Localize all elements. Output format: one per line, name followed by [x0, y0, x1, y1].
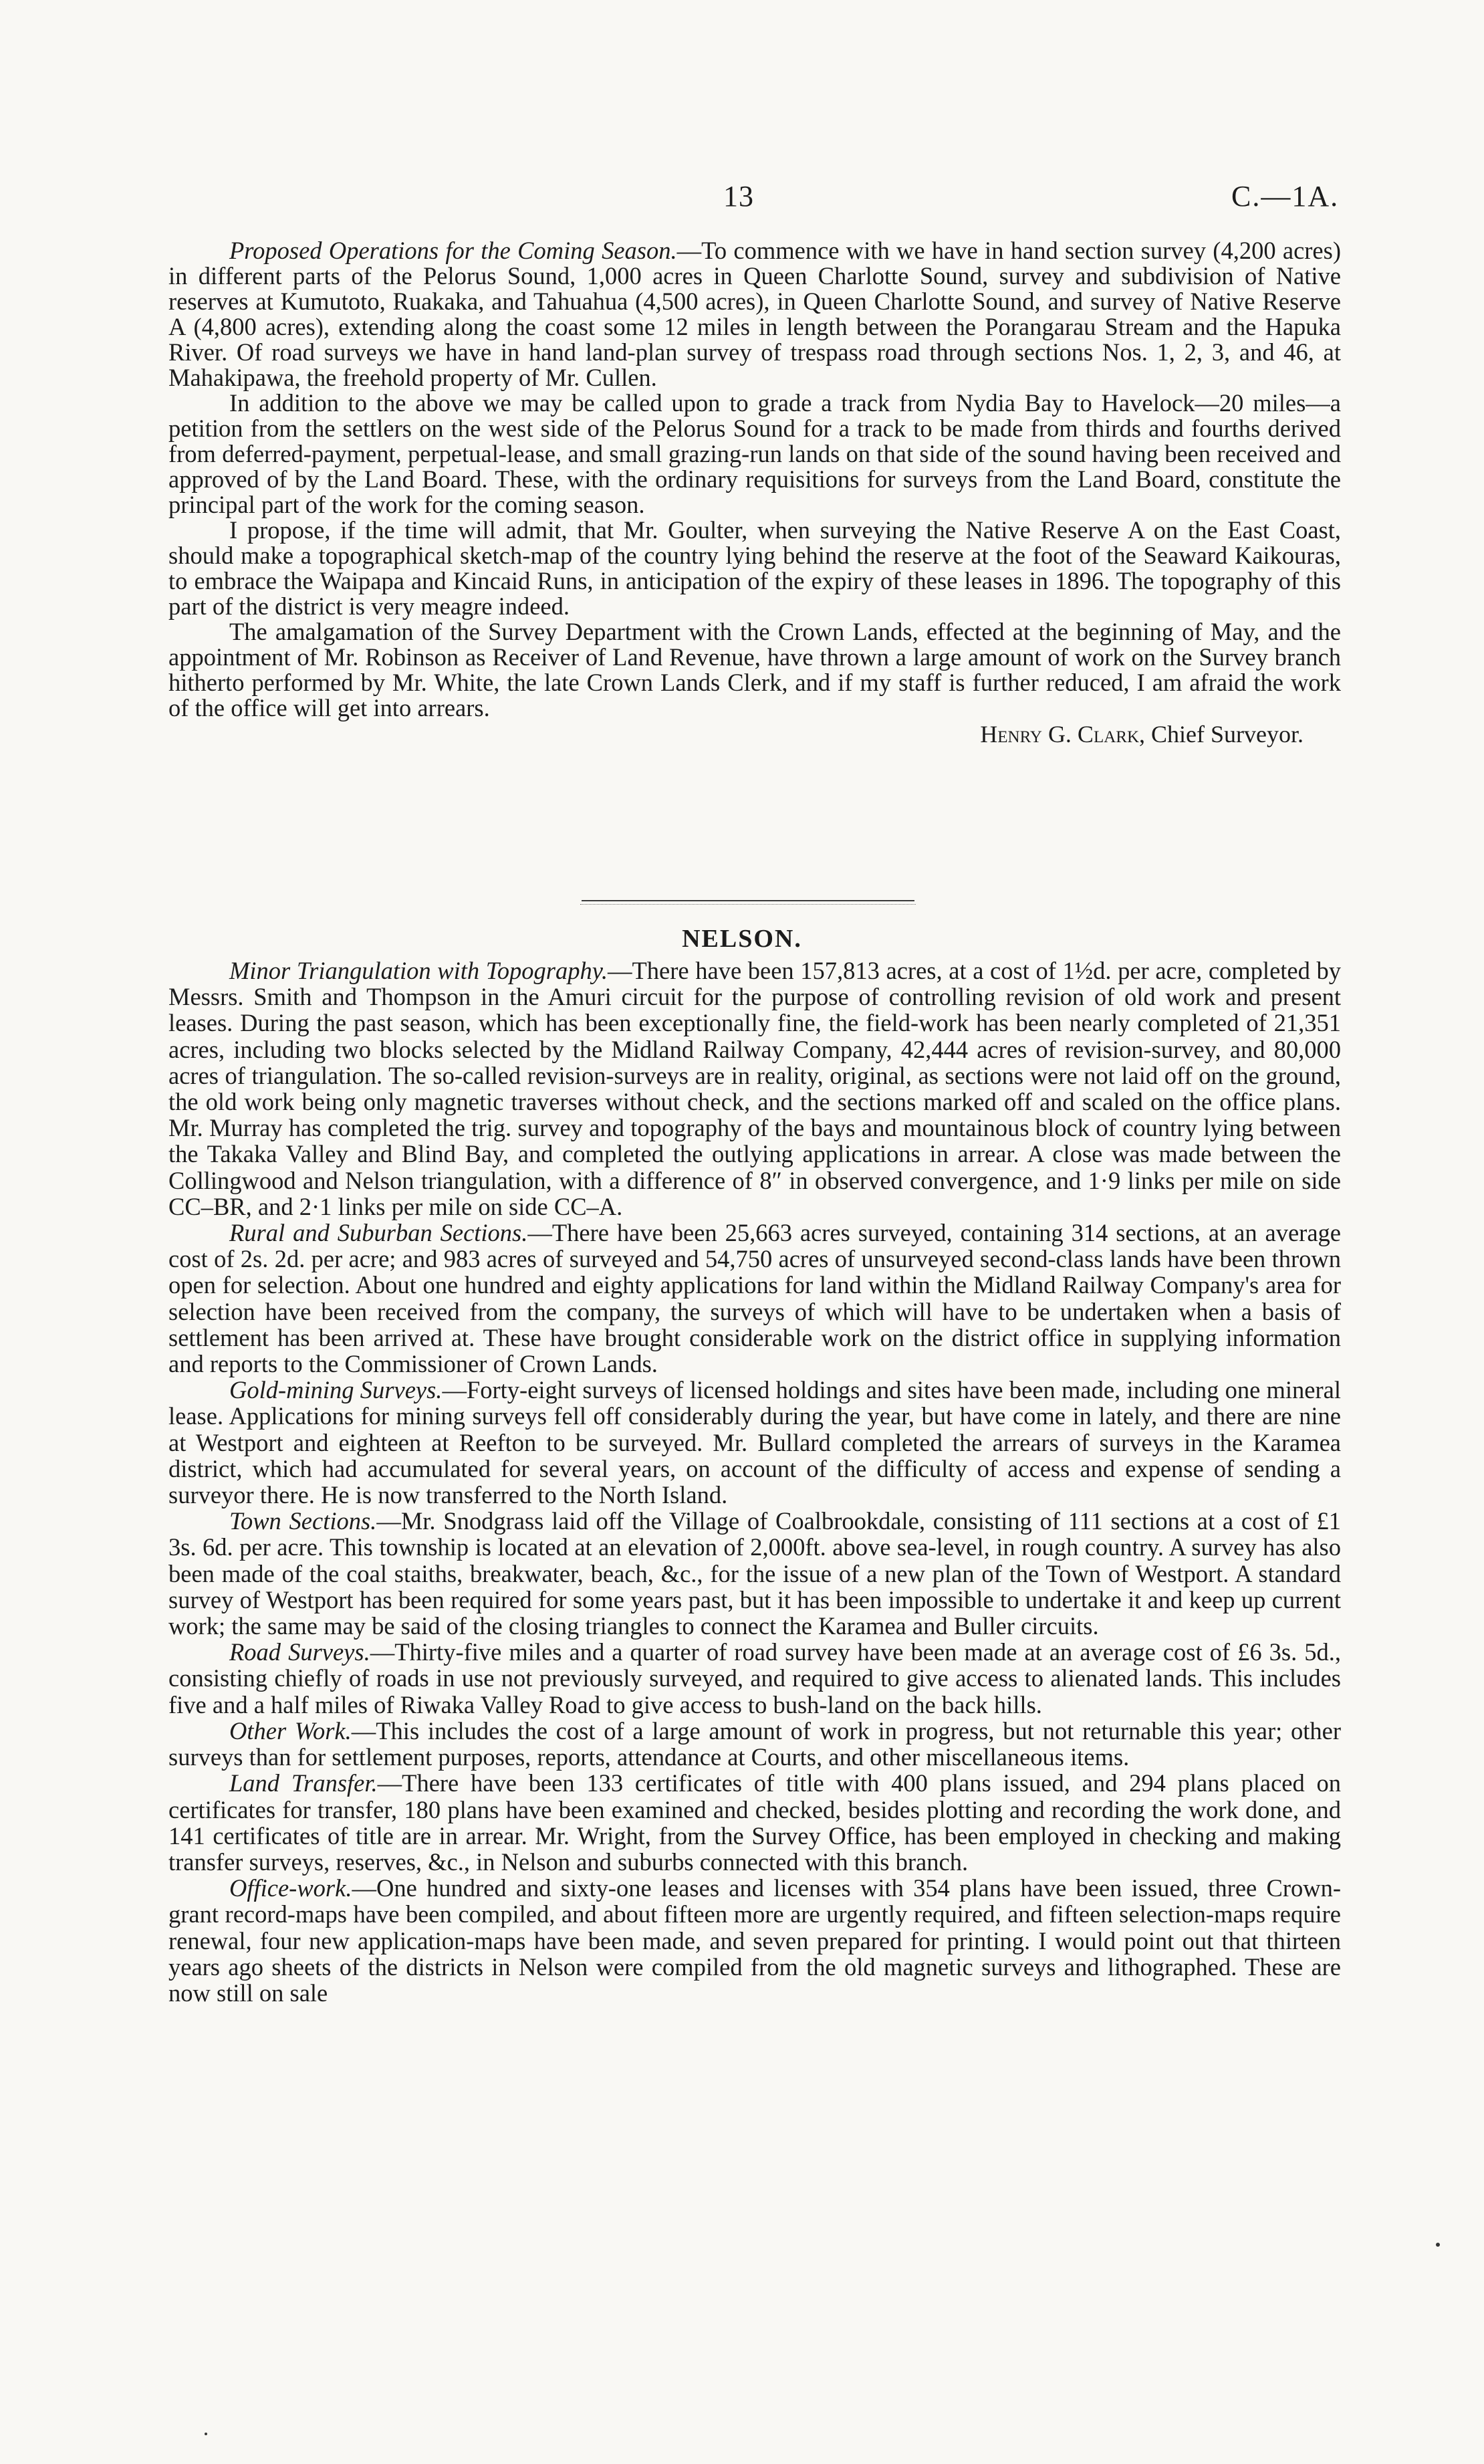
paragraph-rural-suburban	[168, 1220, 1341, 1377]
margin-speck	[1436, 2243, 1440, 2247]
paragraph-text: —Thirty-five miles and a quarter of road survey have been made at an average cost of £6 3s. 5d., consisting chiefly of roads in use not previously surveyed, and required to give access to alienated lands. This includes five and a half miles of Riwaka Valley Road to give access to bush-land on the back hills.	[168, 1638, 1341, 1718]
paragraph-gold-mining	[168, 1377, 1341, 1508]
paragraph-lead: Office-work.	[229, 1874, 352, 1902]
paragraph-lead: Minor Triangulation with Topography.	[229, 957, 608, 984]
paragraph-lead: Town Sections.	[229, 1507, 377, 1535]
paragraph-topographical-sketch: I propose, if the time will admit, that Mr. Goulter, when surveying the Native Reserve A on the East Coast, should make a topographical sketch-map of the country lying behind the reserve at the foot of the Seaward Kaikouras, to embrace the Waipapa and Kincaid Runs, in anticipation of the expiry of these leases in 1896. The topography of this part of the district is very meagre indeed.	[168, 516, 1341, 620]
paragraph-office-work	[168, 1875, 1341, 2006]
marlborough-report	[168, 238, 1341, 748]
paragraph-text: —This includes the cost of a large amount of work in progress, but not returnable this year; other surveys than for settlement purposes, reports, attendance at Courts, and other miscellaneous items.	[168, 1716, 1342, 1771]
signature-name: Henry G. Clark	[980, 721, 1140, 748]
paragraph-land-transfer	[168, 1770, 1341, 1875]
section-divider	[582, 900, 914, 901]
paragraph-lead: Land Transfer.	[229, 1769, 378, 1797]
paragraph-lead: Road Surveys.	[229, 1638, 370, 1666]
paragraph-text: —To commence with we have in hand section survey (4,200 acres) in different parts of the Pelorus Sound, 1,000 acres in Queen Charlotte Sound, survey and subdivision of Native reserves at Kumutoto, Ruakaka, and Tahuahua (4,500 acres), in Queen Charlotte Sound, and survey of Native Reserve A (4,800 acres), extending along the coast some 12 miles in length between the Porangarau Stream and the Hapuka River. Of road surveys we have in hand land-plan survey of trespass road through sections Nos. 1, 2, 3, and 46, at Mahakipawa, the freehold property of Mr. Cullen.	[168, 237, 1341, 391]
paragraph-road-surveys	[168, 1639, 1341, 1718]
section-divider-dotted	[580, 904, 916, 905]
paragraph-lead: Gold-mining Surveys.	[229, 1376, 443, 1404]
paragraph-text: —There have been 133 certificates of title with 400 plans issued, and 294 plans placed on certificates for transfer, 180 plans have been examined and checked, besides plotting and recording the work done, and 141 certificates of title are in arrear. Mr. Wright, from the Survey Office, has been employed in checking and making transfer surveys, reserves, &c., in Nelson and suburbs connected with this branch.	[168, 1769, 1342, 1876]
paragraph-nydia-bay-track: In addition to the above we may be called upon to grade a track from Nydia Bay to Havelock—20 miles—a petition from the settlers on the west side of the Pelorus Sound for a track to be made from thirds and fourths derived from deferred-payment, perpetual-lease, and small grazing-run lands on that side of the sound having been received and approved of by the Land Board. These, with the ordinary requisitions for surveys from the Land Board, constitute the principal part of the work for the coming season.	[168, 389, 1341, 518]
paragraph-other-work	[168, 1718, 1341, 1770]
paragraph-text: —There have been 25,663 acres surveyed, containing 314 sections, at an average cost of 2s. 2d. per acre; and 983 acres of surveyed and 54,750 acres of unsurveyed second-class lands have been thrown open for selection. About one hundred and eighty applications for land within the Midland Railway Company's area for selection have been received from the company, the surveys of which will have to be undertaken when a basis of settlement has been arrived at. These have brought considerable work on the district office in supplying information and reports to the Commissioner of Crown Lands.	[168, 1219, 1341, 1378]
paragraph-lead: Proposed Operations for the Coming Season.	[229, 237, 677, 264]
paragraph-text: —Forty-eight surveys of licensed holdings and sites have been made, including one mineral lease. Applications for mining surveys fell off considerably during the year, but have come in lately, and there are nine at Westport and eighteen at Reefton to be surveyed. Mr. Bullard completed the arrears of surveys in the Karamea district, which had accumulated for several years, on account of the difficulty of access and expense of sending a surveyor there. He is now transferred to the North Island.	[168, 1376, 1341, 1509]
section-heading-nelson: NELSON.	[682, 925, 802, 953]
paragraph-minor-triangulation	[168, 958, 1341, 1220]
signature	[168, 721, 1341, 748]
paragraph-lead: Rural and Suburban Sections.	[229, 1219, 528, 1247]
paragraph-amalgamation: The amalgamation of the Survey Department with the Crown Lands, effected at the beginning of May, and the appointment of Mr. Robinson as Receiver of Land Revenue, have thrown a large amount of work on the Survey branch hitherto performed by Mr. White, the late Crown Lands Clerk, and if my staff is further reduced, I am afraid the work of the office will get into arrears.	[168, 618, 1341, 721]
document-reference: C.—1A.	[1231, 180, 1340, 213]
paragraph-proposed-operations	[168, 238, 1341, 390]
nelson-report	[168, 958, 1341, 2006]
paragraph-text: —Mr. Snodgrass laid off the Village of Coalbrookdale, consisting of 111 sections at a cost of £1 3s. 6d. per acre. This township is located at an elevation of 2,000ft. above sea-level, in rough country. A survey has also been made of the coal staiths, breakwater, beach, &c., for the issue of a new plan of the Town of Westport. A standard survey of Westport has been required for some years past, but it has been impossible to undertake it and keep up current work; the same may be said of the closing triangles to connect the Karamea and Buller circuits.	[168, 1507, 1342, 1640]
signature-title: , Chief Surveyor.	[1139, 721, 1304, 748]
margin-speck	[205, 2433, 207, 2435]
paragraph-text: —There have been 157,813 acres, at a cost of 1½d. per acre, completed by Messrs. Smith and Thompson in the Amuri circuit for the purpose of controlling revision of old work and present leases. During the past season, which has been exceptionally fine, the field-work has been nearly completed of 21,351 acres, including two blocks selected by the Midland Railway Company, 42,444 acres of revision-survey, and 80,000 acres of triangulation. The so-called revision-surveys are in reality, original, as sections were not laid off on the ground, the old work being only magnetic traverses without check, and the sections marked off and scaled on the office plans. Mr. Murray has completed the trig. survey and topography of the bays and mountainous block of country lying between the Takaka Valley and Blind Bay, and completed the outlying applications in arrear. A close was made between the Collingwood and Nelson triangulation, with a difference of 8″ in observed convergence, and 1·9 links per mile on side CC–BR, and 2·1 links per mile on side CC–A.	[168, 957, 1341, 1220]
paragraph-lead: Other Work.	[229, 1716, 352, 1745]
paragraph-text: —One hundred and sixty-one leases and licenses with 354 plans have been issued, three Crown-grant record-maps have been compiled, and about fifteen more are urgently required, and fifteen selection-maps require renewal, four new application-maps have been made, and seven prepared for printing. I would point out that thirteen years ago sheets of the districts in Nelson were compiled from the old magnetic surveys and lithographed. These are now still on sale	[168, 1874, 1341, 2007]
paragraph-town-sections	[168, 1508, 1341, 1639]
page-number: 13	[723, 180, 754, 213]
